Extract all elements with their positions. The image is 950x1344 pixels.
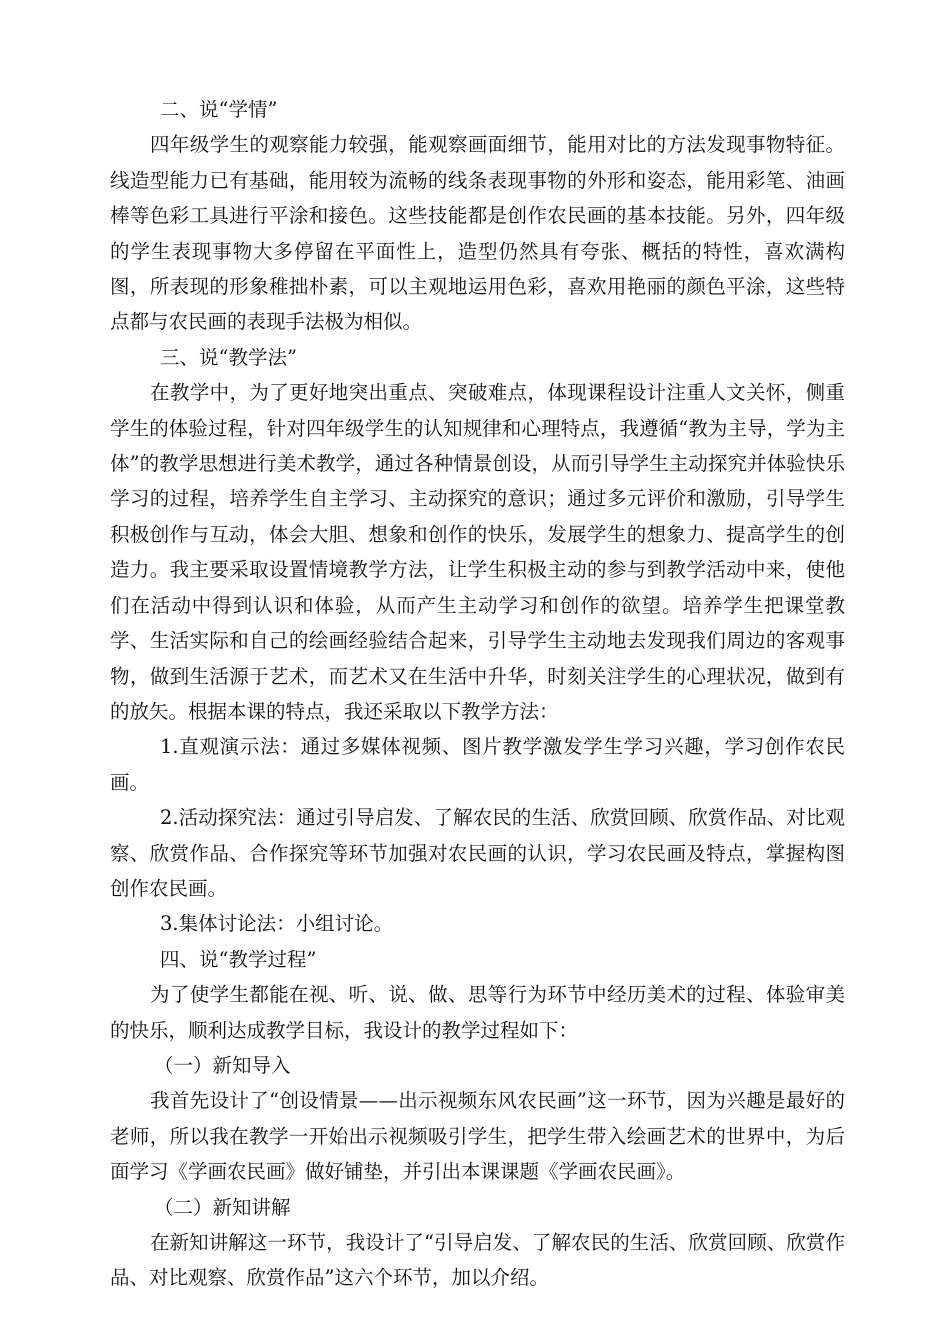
subheading-new-knowledge-intro: （一）新知导入 <box>154 1053 291 1077</box>
paragraph-teaching-process: 为了使学生都能在视、听、说、做、思等行为环节中经历美术的过程、体验审美的快乐，顺利达成教学目标，我设计的教学过程如下： <box>110 983 845 1042</box>
section-heading-teaching-process: 四、说“教学过程” <box>160 947 317 971</box>
paragraph-learning-situation: 四年级学生的观察能力较强，能观察画面细节，能用对比的方法发现事物特征。线造型能力已有基础，能用较为流畅的线条表现事物的外形和姿态，能用彩笔、油画棒等色彩工具进行平涂和接色。这些技能都是创作农民画的基本技能。另外，四年级的学生表现事物大多停留在平面性上，造型仍然具有夸张、概括的特性，喜欢满构图，所表现的形象稚拙朴素，可以主观地运用色彩，喜欢用艳丽的颜色平涂，这些特点都与农民画的表现手法极为相似。 <box>110 133 845 334</box>
subheading-new-knowledge-explanation: （二）新知讲解 <box>154 1195 291 1219</box>
paragraph-new-knowledge-explanation: 在新知讲解这一环节，我设计了“引导启发、了解农民的生活、欣赏回顾、欣赏作品、对比观察、欣赏作品”这六个环节，加以介绍。 <box>110 1231 845 1290</box>
section-heading-learning-situation: 二、说“学情” <box>160 98 278 121</box>
list-item-group-discussion: 3.集体讨论法：小组讨论。 <box>160 912 394 936</box>
paragraph-new-knowledge-intro: 我首先设计了“创设情景——出示视频东风农民画”这一环节，因为兴趣是最好的老师，所以我在教学一开始出示视频吸引学生，把学生带入绘画艺术的世界中，为后面学习《学画农民画》做好铺垫，并引出本课课题《学画农民画》。 <box>110 1089 845 1184</box>
list-item-demonstration: 1.直观演示法：通过多媒体视频、图片教学激发学生学习兴趣，学习创作农民画。 <box>110 735 845 794</box>
paragraph-teaching-method: 在教学中，为了更好地突出重点、突破难点，体现课程设计注重人文关怀，侧重学生的体验过程，针对四年级学生的认知规律和心理特点，我遵循“教为主导，学为主体”的教学思想进行美术教学，通过各种情景创设，从而引导学生主动探究并体验快乐学习的过程，培养学生自主学习、主动探究的意识；通过多元评价和激励，引导学生积极创作与互动，体会大胆、想象和创作的快乐，发展学生的想象力、提高学生的创造力。我主要采取设置情境教学方法，让学生积极主动的参与到教学活动中来，使他们在活动中得到认识和体验，从而产生主动学习和创作的欲望。培养学生把课堂教学、生活实际和自己的绘画经验结合起来，引导学生主动地去发现我们周边的客观事物，做到生活源于艺术，而艺术又在生活中升华，时刻关注学生的心理状况，做到有的放矢。根据本课的特点，我还采取以下教学方法： <box>110 381 845 723</box>
list-item-activity-exploration: 2.活动探究法：通过引导启发、了解农民的生活、欣赏回顾、欣赏作品、对比观察、欣赏作品、合作探究等环节加强对农民画的认识，学习农民画及特点，掌握构图创作农民画。 <box>110 806 845 900</box>
section-heading-teaching-method: 三、说“教学法” <box>160 345 297 369</box>
document-body <box>110 92 845 1296</box>
